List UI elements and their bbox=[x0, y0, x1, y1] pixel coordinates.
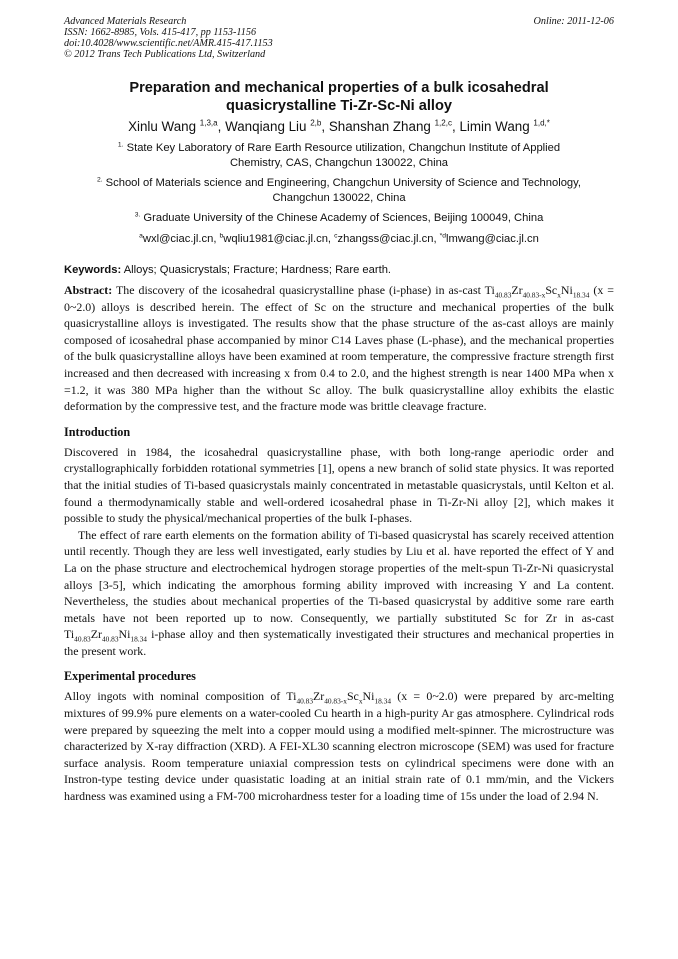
subscript: 40.83 bbox=[74, 634, 91, 644]
email-mark: a bbox=[139, 232, 143, 240]
affiliation-text: Changchun 130022, China bbox=[272, 192, 406, 204]
email-mark: c bbox=[334, 232, 338, 240]
email-link[interactable]: wxl@ciac.jl.cn, bbox=[142, 233, 220, 245]
abstract-text: Ni bbox=[560, 283, 573, 297]
keywords bbox=[64, 263, 614, 277]
paragraph-text: Zr bbox=[313, 689, 325, 704]
subscript: 40.83 bbox=[494, 290, 512, 300]
section-heading-introduction: Introduction bbox=[64, 424, 131, 439]
affiliation-3 bbox=[64, 211, 614, 226]
affiliation-mark: 3. bbox=[134, 211, 141, 219]
paragraph-text: Ni bbox=[118, 627, 131, 642]
subscript: 40.83-x bbox=[324, 696, 347, 706]
paragraph-text: Zr bbox=[90, 627, 102, 642]
author-emails bbox=[64, 232, 614, 246]
paper-title bbox=[64, 79, 614, 115]
abstract-text: (x = 0~2.0) alloys is described herein. The effect of Sc on the structure and mechanical properties of the bulk quasicrystalline alloys is investigated. The results show that the phase structure of the as-cast alloys are mainly composed of icosahedral phase accompanied by minor C14 Laves phase (L-phase), and the mechanical properties of the bulk quasicrystalline alloys have been examined at room temperature, the compressive fracture strength first increased and then decreased with increasing x from 0.4 to 2.0, and the highest strength is near 1400 MPa when x =1.2, it was 380 MPa higher than the without Sc alloy. The bulk quasicrystalline alloy exhibits the elastic deformation by the compressive test, and the fracture mode was brittle cleavage fracture. bbox=[64, 283, 614, 414]
abstract bbox=[64, 282, 614, 415]
paragraph-text: The effect of rare earth elements on the formation ability of Ti-based quasicrystal has scarely received attention until recently. Though they are less well investigated, early studies by Liu et al. have reported the effect of Y and La on the phase structure and electrochemical hydrogen storage properties of the melt-spun Ti-Zr-Ni quasicrystal alloys [3-5], which indicating the amorphous forming ability improved with increasing Y and La content. Nevertheless, the studies about mechanical properties of the Ti-based quasicrystal by additive some rare earth metals have not been reported up to now. Consequently, we partially substituted Sc for Zr in as-cast Ti bbox=[64, 527, 614, 642]
affiliation-text: School of Materials science and Engineering, Changchun University of Science and Technology, bbox=[102, 177, 582, 189]
issn-line: ISSN: 1662-8985, Vols. 415-417, pp 1153-1156 bbox=[64, 27, 257, 38]
doi-line: doi:10.4028/www.scientific.net/AMR.415-417.1153 bbox=[64, 38, 273, 49]
author-name: Xinlu Wang bbox=[128, 119, 200, 134]
affiliation-mark: 1. bbox=[117, 141, 124, 149]
intro-paragraph-2 bbox=[64, 527, 614, 660]
author-affiliation-mark: 2,b bbox=[310, 118, 322, 128]
abstract-text: Sc bbox=[545, 283, 558, 297]
author-list: Xinlu Wang $^{1,3,a}$, Wanqiang Liu $^{2,b}$, Shanshan Zhang $^{1,2,c}$, Limin Wang $^{1,d,*}$ bbox=[128, 118, 550, 134]
subscript: 40.83 bbox=[296, 696, 313, 706]
author-affiliation-mark: 1,3,a bbox=[199, 118, 218, 128]
subscript: x bbox=[358, 696, 363, 706]
copyright-line: © 2012 Trans Tech Publications Ltd, Switzerland bbox=[64, 49, 266, 60]
paragraph-text: Alloy ingots with nominal composition of Ti bbox=[64, 689, 297, 704]
intro-paragraph-1: Discovered in 1984, the icosahedral quasicrystalline phase, with both long-range aperiodic order and crystallographically forbidden rotational symmetries [1], opens a new branch of solid state physics. It was reported that the initial studies of Ti-based quasicrystals mainly concentrated in metastable quasicrystals, until Kelton et al. found a thermodynamically stable and well-ordered icosahedral phase in Ti-Zr-Ni alloy [2], which makes it possible to study the physical/mechanical properties of the bulk I-phases. bbox=[64, 444, 614, 526]
section-heading-experimental: Experimental procedures bbox=[64, 669, 196, 684]
keywords-label: Keywords: bbox=[64, 264, 122, 276]
abstract-text: Zr bbox=[511, 283, 523, 297]
journal-header bbox=[64, 16, 614, 60]
abstract-label: Abstract: bbox=[64, 283, 113, 297]
affiliation-text: Chemistry, CAS, Changchun 130022, China bbox=[229, 157, 449, 169]
author-affiliation-mark: 1,d,* bbox=[533, 118, 550, 128]
subscript: 40.83 bbox=[101, 634, 119, 644]
email-link[interactable]: lmwang@ciac.jl.cn bbox=[446, 233, 539, 245]
affiliation-text: State Key Laboratory of Rare Earth Resource utilization, Changchun Institute of Applied bbox=[123, 142, 561, 154]
subscript: 18.34 bbox=[374, 696, 391, 706]
subscript: 18.34 bbox=[130, 634, 147, 644]
author-name: Shanshan Zhang bbox=[328, 119, 435, 134]
affiliation-1 bbox=[64, 141, 614, 171]
paragraph-text: Ni bbox=[362, 689, 375, 704]
experimental-paragraph bbox=[64, 688, 614, 804]
subscript: 18.34 bbox=[572, 290, 590, 300]
abstract-text: The discovery of the icosahedral quasicrystalline phase (i-phase) in as-cast Ti bbox=[112, 283, 495, 297]
title-line-1: Preparation and mechanical properties of a bulk icosahedral bbox=[129, 80, 549, 96]
keywords-text: Alloys; Quasicrystals; Fracture; Hardness; Rare earth. bbox=[121, 264, 392, 276]
journal-name: Advanced Materials Research bbox=[64, 16, 187, 27]
subscript: 40.83-x bbox=[522, 290, 546, 300]
author-name: Limin Wang bbox=[459, 119, 534, 134]
affiliation-mark: 2. bbox=[96, 176, 103, 184]
email-link[interactable]: wqliu1981@ciac.jl.cn, bbox=[223, 233, 335, 245]
online-date: Online: 2011-12-06 bbox=[533, 16, 614, 27]
affiliation-2 bbox=[64, 176, 614, 206]
subscript: x bbox=[557, 290, 561, 300]
email-mark: b bbox=[219, 232, 224, 240]
email-link[interactable]: zhangss@ciac.jl.cn, bbox=[337, 233, 440, 245]
title-line-2: quasicrystalline Ti-Zr-Sc-Ni alloy bbox=[225, 98, 452, 114]
affiliation-text: Graduate University of the Chinese Academy of Sciences, Beijing 100049, China bbox=[140, 212, 544, 224]
email-mark: *d bbox=[439, 232, 447, 240]
paragraph-text: Sc bbox=[346, 689, 359, 704]
paragraph-text: i-phase alloy and then systematically investigated their structures and mechanical properties in the present work. bbox=[64, 627, 614, 658]
paragraph-text: (x = 0~2.0) were prepared by arc-melting mixtures of 99.9% pure elements on a water-cooled Cu hearth in a high-purity Ar gas atmosphere. Cylindrical rods were prepared by squeezing the melt into a copper mould using a modified melt-spinner. The microstructure was characterized by X-ray diffraction (XRD). A FEI-XL30 scanning electron microscope (SEM) was used for fracture surface analysis. Room temperature uniaxial compression tests on cylindrical specimens were done with an Instron-type testing device under quasistatic loading at an initial strain rate of 0.1 mm/min, and the Vickers hardness was examined using a FM-700 microhardness tester for a loading time of 15s under the load of 2.94 N. bbox=[64, 689, 614, 804]
author-affiliation-mark: 1,2,c bbox=[434, 118, 452, 128]
author-name: Wanqiang Liu bbox=[225, 119, 311, 134]
